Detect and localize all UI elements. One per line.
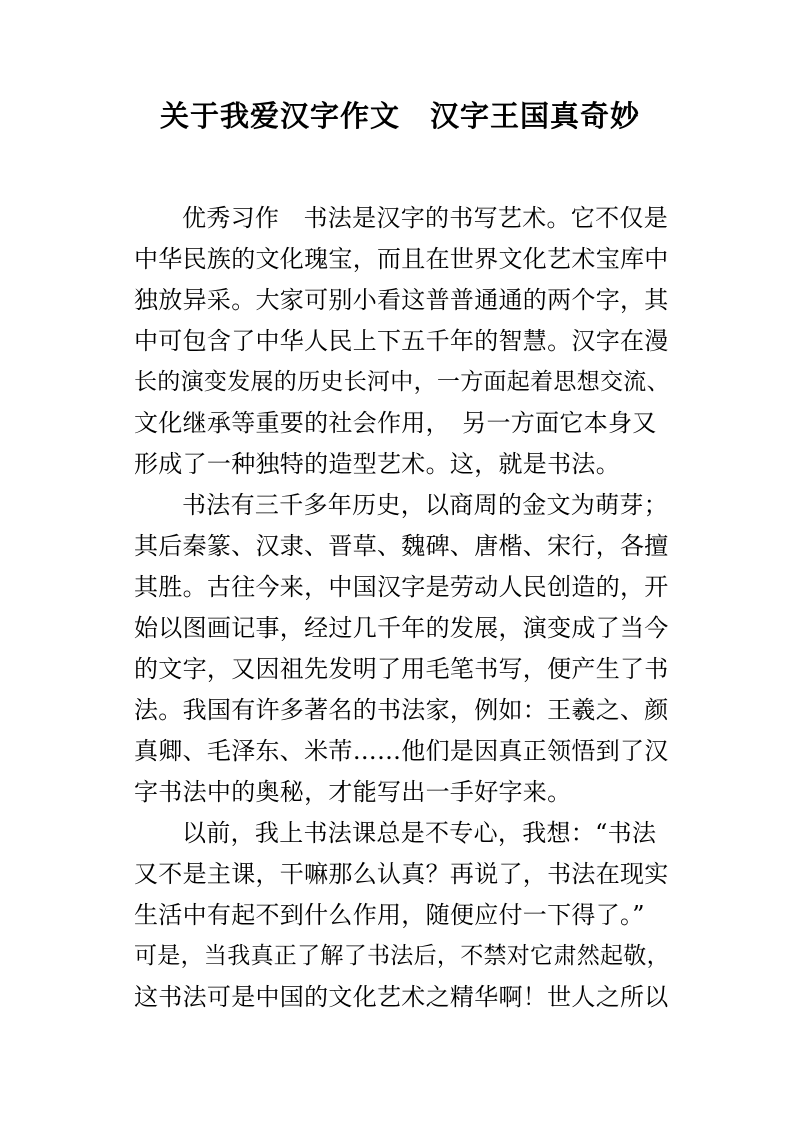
- paragraph-line: 法。我国有许多著名的书法家，例如：王羲之、颜: [134, 696, 669, 724]
- paragraph-line: 书法有三千多年历史，以商周的金文为萌芽；: [182, 491, 668, 519]
- paragraph-line: 始以图画记事，经过几千年的发展，演变成了当今: [134, 614, 669, 642]
- paragraph-line: 其后秦篆、汉隶、晋草、魏碑、唐楷、宋行，各擅: [134, 532, 669, 560]
- paragraph-line: 中可包含了中华人民上下五千年的智慧。汉字在漫: [134, 327, 669, 355]
- paragraph-line: 长的演变发展的历史长河中，一方面起着思想交流、: [134, 369, 670, 395]
- paragraph-line: 又不是主课，干嘛那么认真？再说了，书法在现实: [134, 860, 669, 888]
- paragraph-line: 真卿、毛泽东、米芾……他们是因真正领悟到了汉: [134, 737, 669, 765]
- paragraph-line: 其胜。古往今来，中国汉字是劳动人民创造的，开: [134, 573, 669, 601]
- document-title: 关于我爱汉字作文 汉字王国真奇妙: [159, 99, 640, 133]
- document-body: [134, 198, 674, 1018]
- paragraph-line: 可是，当我真正了解了书法后，不禁对它肃然起敬，: [134, 943, 670, 969]
- paragraph-line: 这书法可是中国的文化艺术之精华啊！世人之所以: [134, 983, 669, 1011]
- paragraph-line: 的文字，又因祖先发明了用毛笔书写，便产生了书: [134, 655, 669, 683]
- paragraph-line: 独放异采。大家可别小看这普普通通的两个字，其: [134, 286, 669, 314]
- paragraph-line: 形成了一种独特的造型艺术。这，就是书法。: [134, 450, 620, 478]
- paragraph-line: 中华民族的文化瑰宝，而且在世界文化艺术宝库中: [134, 245, 669, 273]
- paragraph-line: 生活中有起不到什么作用，随便应付一下得了。”: [134, 901, 645, 929]
- paragraph-line: 字书法中的奥秘，才能写出一手好字来。: [134, 778, 572, 806]
- paragraph-line: 以前，我上书法课总是不专心，我想：“书法: [182, 819, 657, 847]
- paragraph-line: 优秀习作 书法是汉字的书写艺术。它不仅是: [182, 204, 668, 232]
- paragraph-line: 文化继承等重要的社会作用， 另一方面它本身又: [134, 409, 657, 437]
